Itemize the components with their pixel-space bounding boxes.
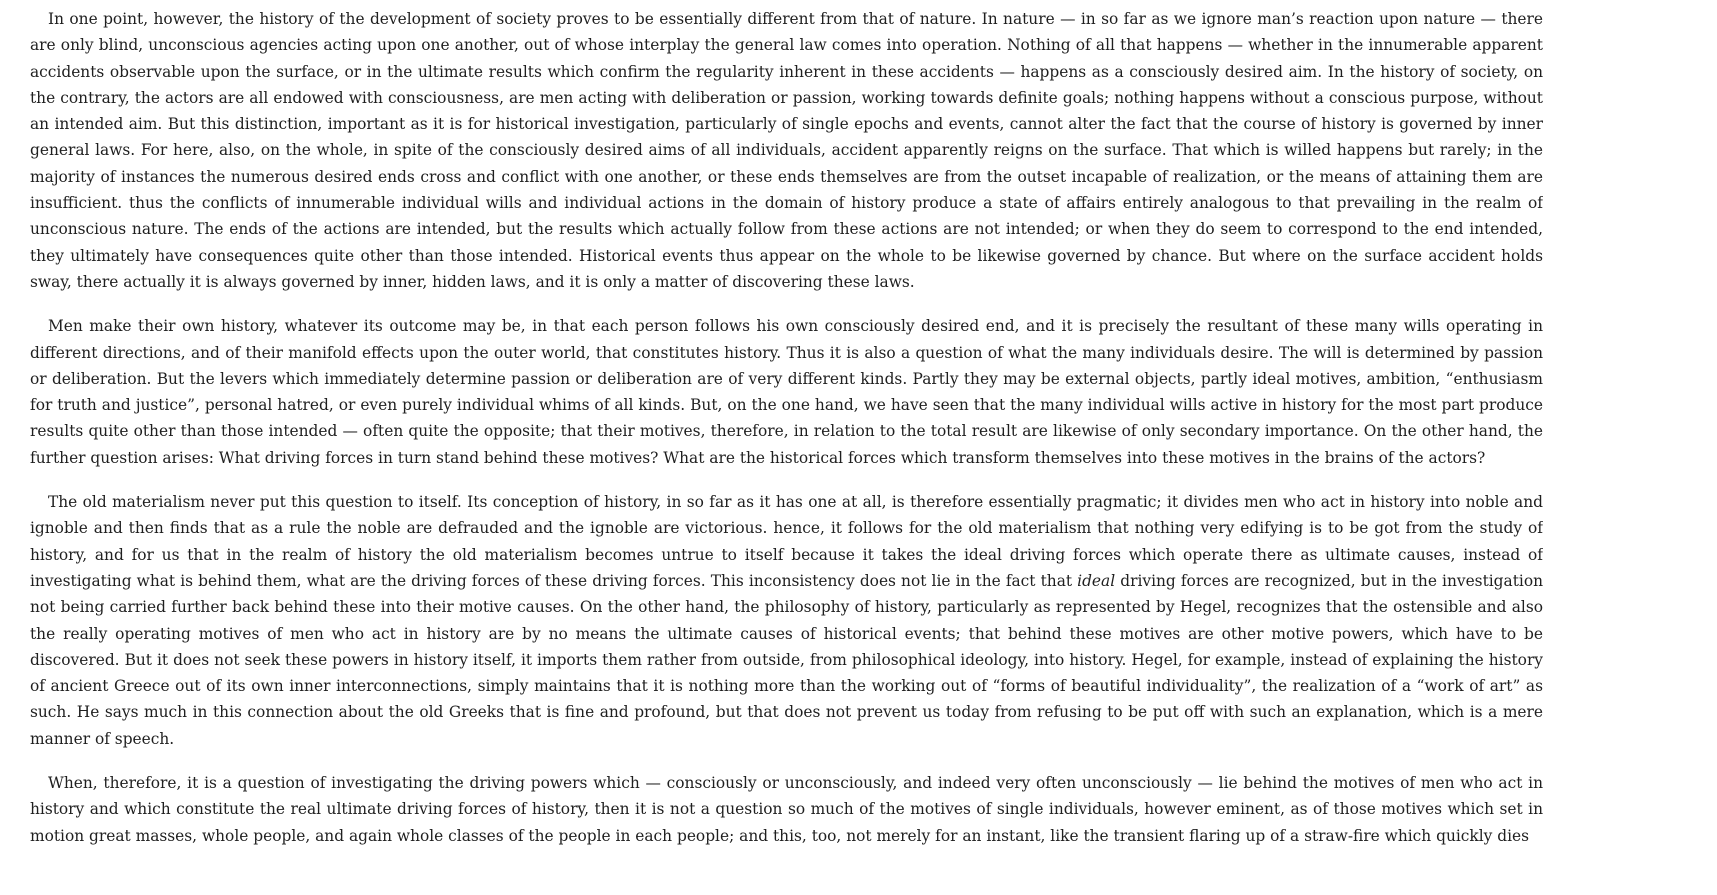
paragraph-3-text-before: The old materialism never put this question to itself. Its conception of history, in so far as it has one at all, is therefore essentially pragmatic; it divides men who act in history into noble and ignoble and then finds that as a rule the noble are defrauded and the ignoble are victorious. hence, it follows for the old materialism that nothing very edifying is to be got from the study of history, and for us that in the realm of history the old materialism becomes untrue to itself because it takes the ideal driving forces which operate there as ultimate causes, instead of investigating what is behind them, what are the driving forces of these driving forces. This inconsistency does not lie in the fact that bbox=[30, 493, 1543, 590]
document-page bbox=[30, 6, 1543, 895]
paragraph-2: Men make their own history, whatever its outcome may be, in that each person follows his own consciously desired end, and it is precisely the resultant of these many wills operating in different directions, and of their manifold effects upon the outer world, that constitutes history. Thus it is also a question of what the many individuals desire. The will is determined by passion or deliberation. But the levers which immediately determine passion or deliberation are of very different kinds. Partly they may be external objects, partly ideal motives, ambition, “enthusiasm for truth and justice”, personal hatred, or even purely individual whims of all kinds. But, on the one hand, we have seen that the many individual wills active in history for the most part produce results quite other than those intended — often quite the opposite; that their motives, therefore, in relation to the total result are likewise of only secondary importance. On the other hand, the further question arises: What driving forces in turn stand behind these motives? What are the historical forces which transform themselves into these motives in the brains of the actors? bbox=[30, 317, 1543, 467]
paragraph-1: In one point, however, the history of the development of society proves to be essentially different from that of nature. In nature — in so far as we ignore man’s reaction upon nature — there are only blind, unconscious agencies acting upon one another, out of whose interplay the general law comes into operation. Nothing of all that happens — whether in the innumerable apparent accidents observable upon the surface, or in the ultimate results which confirm the regularity inherent in these accidents — happens as a consciously desired aim. In the history of society, on the contrary, the actors are all endowed with consciousness, are men acting with deliberation or passion, working towards definite goals; nothing happens without a conscious purpose, without an intended aim. But this distinction, important as it is for historical investigation, particularly of single epochs and events, cannot alter the fact that the course of history is governed by inner general laws. For here, also, on the whole, in spite of the consciously desired aims of all individuals, accident apparently reigns on the surface. That which is willed happens but rarely; in the majority of instances the numerous desired ends cross and conflict with one another, or these ends themselves are from the outset incapable of realization, or the means of attaining them are insufficient. thus the conflicts of innumerable individual wills and individual actions in the domain of history produce a state of affairs entirely analogous to that prevailing in the realm of unconscious nature. The ends of the actions are intended, but the results which actually follow from these actions are not intended; or when they do seem to correspond to the end intended, they ultimately have consequences quite other than those intended. Historical events thus appear on the whole to be likewise governed by chance. But where on the surface accident holds sway, there actually it is always governed by inner, hidden laws, and it is only a matter of discovering these laws. bbox=[30, 10, 1543, 291]
paragraph-3-text-after: driving forces are recognized, but in the investigation not being carried further back behind these into their motive causes. On the other hand, the philosophy of history, particularly as represented by Hegel, recognizes that the ostensible and also the really operating motives of men who act in history are by no means the ultimate causes of historical events; that behind these motives are other motive powers, which have to be discovered. But it does not seek these powers in history itself, it imports them rather from outside, from philosophical ideology, into history. Hegel, for example, instead of explaining the history of ancient Greece out of its own inner interconnections, simply maintains that it is nothing more than the working out of “forms of beautiful individuality”, the realization of a “work of art” as such. He says much in this connection about the old Greeks that is fine and profound, but that does not prevent us today from refusing to be put off with such an explanation, which is a mere manner of speech. bbox=[30, 571, 1543, 748]
paragraph-3 bbox=[30, 489, 1543, 752]
paragraph-3-emphasis: ideal bbox=[1077, 571, 1116, 590]
paragraph-4: When, therefore, it is a question of investigating the driving powers which — consciously or unconsciously, and indeed very often unconsciously — lie behind the motives of men who act in history and which constitute the real ultimate driving forces of history, then it is not a question so much of the motives of single individuals, however eminent, as of those motives which set in motion great masses, whole people, and again whole classes of the people in each people; and this, too, not merely for an instant, like the transient flaring up of a straw-fire which quickly dies bbox=[30, 774, 1543, 845]
